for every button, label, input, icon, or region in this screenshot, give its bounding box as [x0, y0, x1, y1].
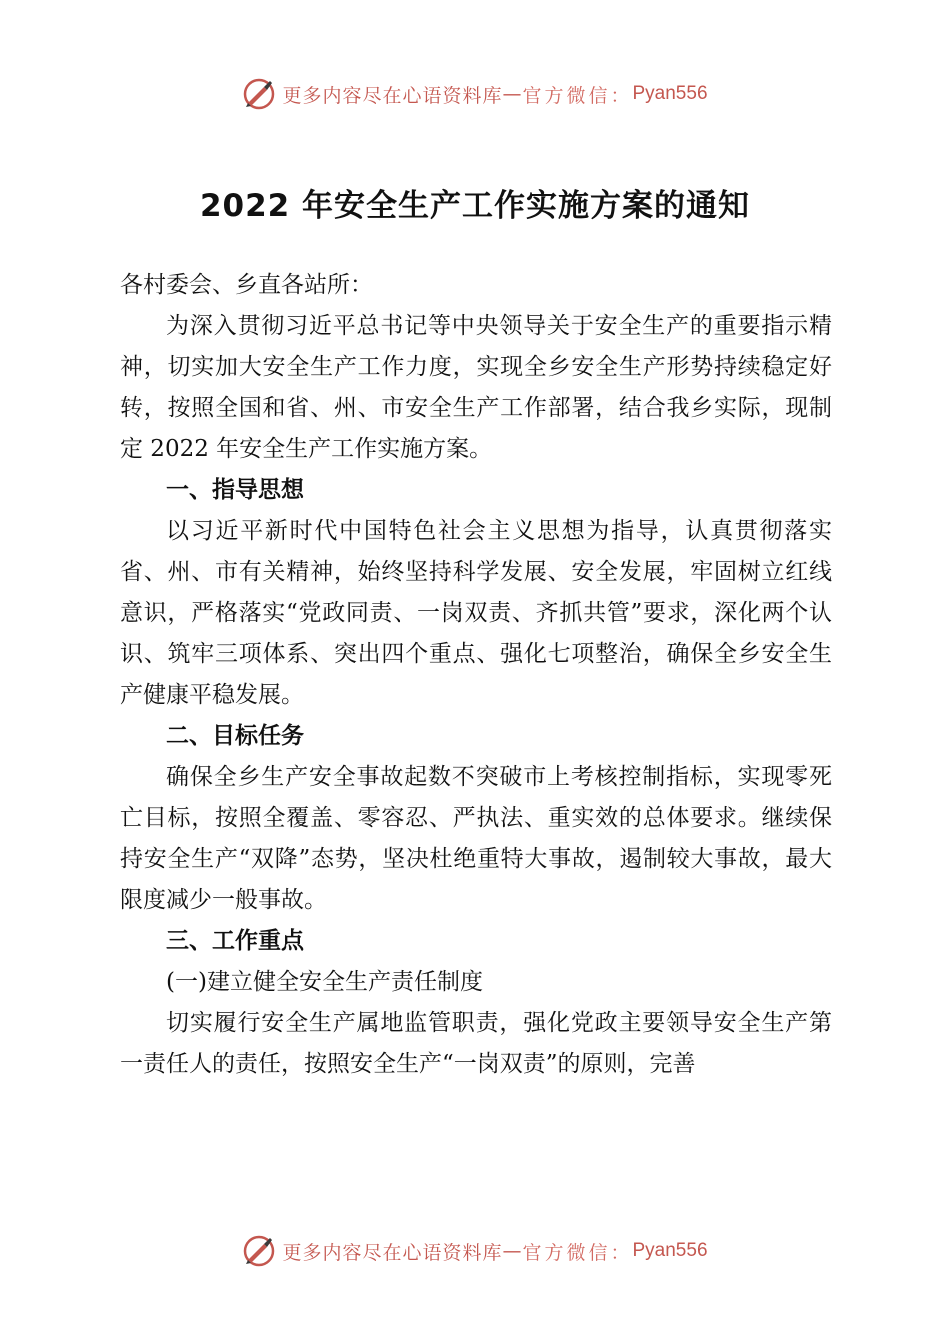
subsection-heading-responsibility: (一)建立健全安全生产责任制度 [166, 969, 483, 995]
section-body-goals: 确保全乡生产安全事故起数不突破市上考核控制指标，实现零死亡目标，按照全覆盖、零容忍、严执法、重实效的总体要求。继续保持安全生产“双降”态势，坚决杜绝重特大事故，遏制较大事故，最大限度减少一般事故。 [120, 764, 832, 913]
section-body-guiding-ideology: 以习近平新时代中国特色社会主义思想为指导，认真贯彻落实省、州、市有关精神，始终坚持科学发展、安全发展，牢固树立红线意识，严格落实“党政同责、一岗双责、齐抓共管”要求，深化两个认识、筑牢三项体系、突出四个重点、强化七项整治，确保全乡安全生产健康平稳发展。 [120, 518, 832, 708]
section-heading-guiding-ideology: 一、指导思想 [166, 477, 304, 503]
pen-logo-icon [242, 77, 276, 111]
watermark-text: 更多内容尽在心语资料库 — 官方微信： Pyan556 [282, 83, 708, 107]
section-heading-key-work: 三、工作重点 [166, 928, 304, 954]
section-heading-goals: 二、目标任务 [166, 723, 304, 749]
pen-logo-icon [242, 1234, 276, 1268]
document-title: 2022 年安全生产工作实施方案的通知 [199, 188, 751, 224]
watermark-footer [0, 1229, 950, 1273]
section-body-key-work: 切实履行安全生产属地监管职责，强化党政主要领导安全生产第一责任人的责任，按照安全生产“一岗双责”的原则，完善 [120, 1010, 832, 1077]
watermark-text: 更多内容尽在心语资料库 — 官方微信： Pyan556 [282, 1240, 708, 1264]
salutation: 各村委会、乡直各站所： [120, 272, 373, 298]
watermark-header [0, 72, 950, 116]
document-body [120, 265, 832, 1085]
intro-paragraph: 为深入贯彻习近平总书记等中央领导关于安全生产的重要指示精神，切实加大安全生产工作力度，实现全乡安全生产形势持续稳定好转，按照全国和省、州、市安全生产工作部署，结合我乡实际，现制定 2022 年安全生产工作实施方案。 [120, 313, 832, 462]
